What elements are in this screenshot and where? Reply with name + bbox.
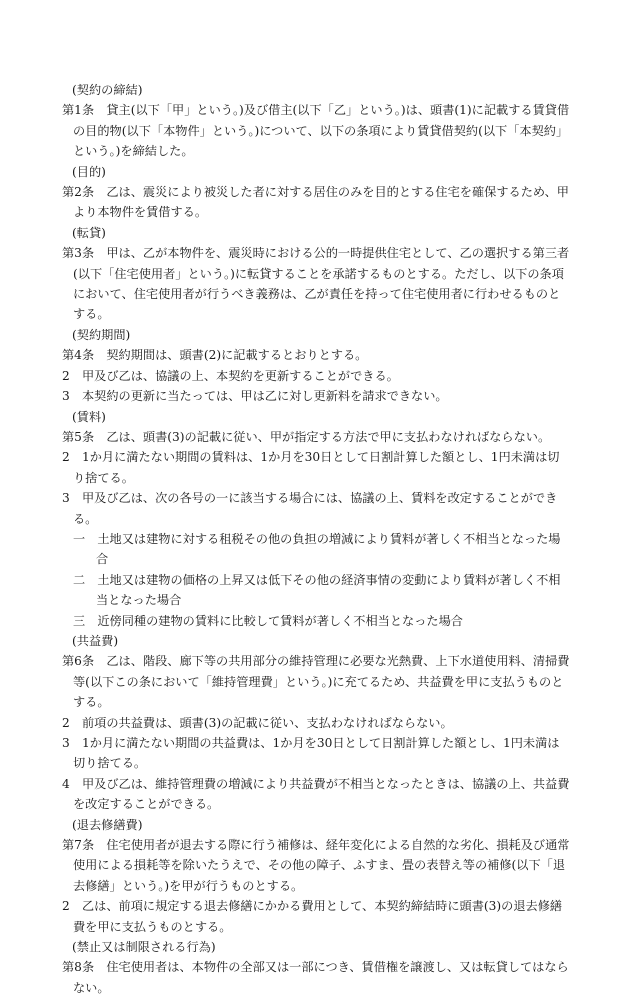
section-heading: (禁止又は制限される行為) <box>72 940 216 955</box>
section-heading: (契約期間) <box>72 327 131 342</box>
article-paragraph: 第1条 貸主(以下「甲」という。)及び借主(以下「乙」という。)は、頭書(1)に記載する賃貸借の目的物(以下「本物件」という。)について、以下の条項により賃貸借契約(以下「本契約」という。)を締結した。 <box>62 103 570 159</box>
section-heading: (転貸) <box>72 225 106 240</box>
clause-item: 2 1か月に満たない期間の賃料は、1か月を30日として日割計算した額とし、1円未満は切り捨てる。 <box>62 450 560 485</box>
article-paragraph: 第3条 甲は、乙が本物件を、震災時における公的一時提供住宅として、乙の選択する第三者(以下「住宅使用者」という。)に転貸することを承諾するものとする。ただし、以下の条項において、住宅使用者が行うべき義務は、乙が責任を持って住宅使用者に行わせるものとする。 <box>62 246 570 322</box>
article-paragraph: 第4条 契約期間は、頭書(2)に記載するとおりとする。 <box>62 348 368 363</box>
sub-clause-item: 一 土地又は建物に対する租税その他の負担の増減により賃料が著しく不相当となった場合 <box>73 531 561 567</box>
contract-document-body <box>62 80 570 998</box>
clause-item: 3 1か月に満たない期間の共益費は、1か月を30日として日割計算した額とし、1円未満は切り捨てる。 <box>62 736 560 771</box>
clause-item: 3 本契約の更新に当たっては、甲は乙に対し更新料を請求できない。 <box>62 389 448 404</box>
clause-item: 3 甲及び乙は、次の各号の一に該当する場合には、協議の上、賃料を改定することができる。 <box>62 491 558 526</box>
section-heading: (契約の締結) <box>72 83 143 97</box>
clause-item: 2 乙は、前項に規定する退去修繕にかかる費用として、本契約締結時に頭書(3)の退去修繕費を甲に支払うものとする。 <box>62 899 563 934</box>
sub-clause-item: 三 近傍同種の建物の賃料に比較して賃料が著しく不相当となった場合 <box>73 613 463 628</box>
article-paragraph: 第8条 住宅使用者は、本物件の全部又は一部につき、賃借権を譲渡し、又は転貸してはならない。 <box>62 960 569 995</box>
clause-item: 4 甲及び乙は、維持管理費の増減により共益費が不相当となったときは、協議の上、共益費を改定することができる。 <box>62 776 570 812</box>
article-paragraph: 第5条 乙は、頭書(3)の記載に従い、甲が指定する方法で甲に支払わなければならない。 <box>62 429 551 444</box>
article-paragraph: 第2条 乙は、震災により被災した者に対する居住のみを目的とする住宅を確保するため、甲より本物件を賃借する。 <box>62 185 569 220</box>
article-paragraph: 第7条 住宅使用者が退去する際に行う補修は、経年変化による自然的な劣化、損耗及び通常使用による損耗等を除いたうえで、その他の障子、ふすま、畳の表替え等の補修(以下「退去修繕」という。)を甲が行うものとする。 <box>62 838 570 893</box>
sub-clause-item: 二 土地又は建物の価格の上昇又は低下その他の経済事情の変動により賃料が著しく不相当となった場合 <box>73 572 561 608</box>
clause-item: 2 前項の共益費は、頭書(3)の記載に従い、支払わなければならない。 <box>62 715 453 730</box>
section-heading: (目的) <box>72 164 106 179</box>
clause-item: 2 甲及び乙は、協議の上、本契約を更新することができる。 <box>62 368 399 383</box>
article-paragraph: 第6条 乙は、階段、廊下等の共用部分の維持管理に必要な光熱費、上下水道使用料、清掃費等(以下この条において「維持管理費」という。)に充てるため、共益費を甲に支払うものとする。 <box>62 654 570 710</box>
section-heading: (共益費) <box>72 633 119 648</box>
section-heading: (退去修繕費) <box>72 817 143 832</box>
section-heading: (賃料) <box>72 409 106 424</box>
